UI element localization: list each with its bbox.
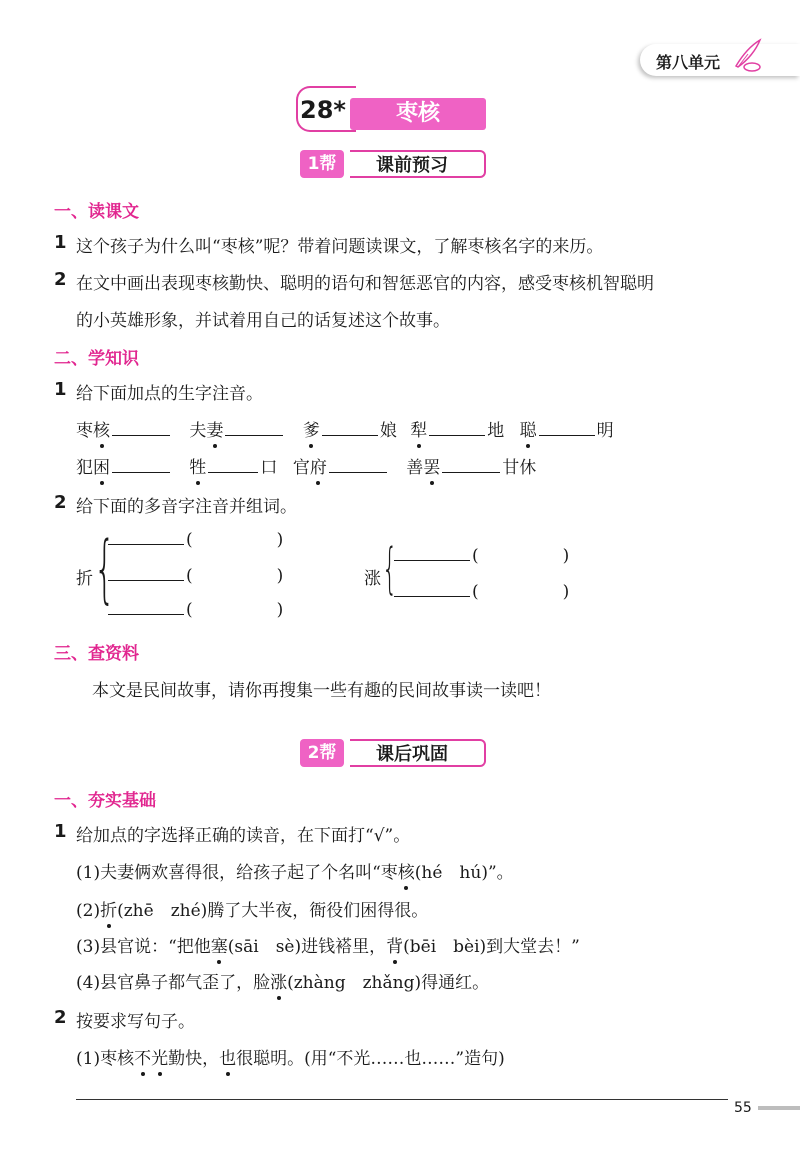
feather-pen-icon: [732, 38, 764, 72]
question-number: 2: [54, 1007, 67, 1028]
question-number: 2: [54, 492, 67, 513]
question-text: 这个孩子为什么叫“枣核”呢？带着问题读课文，了解枣核名字的来历。: [76, 237, 604, 257]
question-number: 1: [54, 232, 67, 253]
answer-blank[interactable]: [112, 471, 170, 473]
brace: {: [94, 526, 116, 612]
exercise-item: (1)枣核不光勤快，也很聪明。(用“不光……也……”造句): [76, 1044, 505, 1069]
polyphone-row: ( ): [392, 582, 569, 602]
section-read-heading: 一、读课文: [54, 202, 139, 222]
answer-blank[interactable]: [108, 543, 184, 545]
polyphone-char: 涨: [364, 569, 381, 589]
research-text: 本文是民间故事，请你再搜集一些有趣的民间故事读一读吧！: [92, 681, 551, 701]
answer-blank[interactable]: [225, 434, 283, 436]
polyphone-row: ( ): [392, 546, 569, 566]
part2-title: 课后巩固: [350, 739, 486, 767]
answer-blank[interactable]: [539, 434, 595, 436]
page-number: 55: [734, 1100, 752, 1116]
answer-blank[interactable]: [112, 434, 170, 436]
brace: {: [382, 537, 398, 600]
question-number: 2: [54, 269, 67, 290]
question-number: 1: [54, 821, 67, 842]
question-text: 给下面的多音字注音并组词。: [76, 497, 297, 517]
pinyin-row-1: 枣核 夫妻 爹 娘 犁 地 聪 明: [76, 416, 614, 441]
section-learn-heading: 二、学知识: [54, 349, 139, 369]
answer-blank[interactable]: [329, 471, 387, 473]
question-number: 1: [54, 379, 67, 400]
part1-title: 课前预习: [350, 150, 486, 178]
page-bar: [758, 1106, 800, 1110]
question-text: 给下面加点的生字注音。: [76, 384, 263, 404]
answer-blank[interactable]: [442, 471, 500, 473]
question-text: 给加点的字选择正确的读音，在下面打“√”。: [76, 826, 411, 846]
unit-label: 第八单元: [656, 53, 721, 72]
footer-rule: [76, 1099, 728, 1100]
part1-badge: 1帮: [300, 150, 344, 178]
exercise-item: (2)折(zhē zhé)腾了大半夜，衙役们困得很。: [76, 896, 428, 921]
polyphone-char: 折: [76, 569, 93, 589]
answer-blank[interactable]: [108, 579, 184, 581]
answer-blank[interactable]: [208, 471, 258, 473]
exercise-item: (1)夫妻俩欢喜得很，给孩子起了个名叫“枣核(hé hú)”。: [76, 858, 514, 883]
pinyin-row-2: 犯困 牲 口 官府 善罢 甘休: [76, 453, 536, 478]
lesson-title: 枣核: [350, 98, 486, 130]
answer-blank[interactable]: [108, 613, 184, 615]
answer-blank[interactable]: [394, 559, 470, 561]
polyphone-row: ( ): [106, 600, 283, 620]
exercise-item: (4)县官鼻子都气歪了，脸涨(zhàng zhǎng)得通红。: [76, 968, 489, 993]
answer-blank[interactable]: [429, 434, 485, 436]
question-text: 按要求写句子。: [76, 1012, 195, 1032]
answer-blank[interactable]: [394, 595, 470, 597]
question-text: 在文中画出表现枣核勤快、聪明的语句和智惩恶官的内容，感受枣核机智聪明: [76, 274, 654, 294]
question-text: 的小英雄形象，并试着用自己的话复述这个故事。: [76, 311, 450, 331]
section-basics-heading: 一、夯实基础: [54, 791, 156, 811]
lesson-number: 28*: [300, 96, 346, 124]
polyphone-row: ( ): [106, 566, 283, 586]
part2-badge: 2帮: [300, 739, 344, 767]
exercise-item: (3)县官说：“把他塞(sāi sè)进钱褡里，背(bēi bèi)到大堂去！”: [76, 932, 580, 957]
answer-blank[interactable]: [322, 434, 378, 436]
section-research-heading: 三、查资料: [54, 644, 139, 664]
polyphone-row: ( ): [106, 530, 283, 550]
